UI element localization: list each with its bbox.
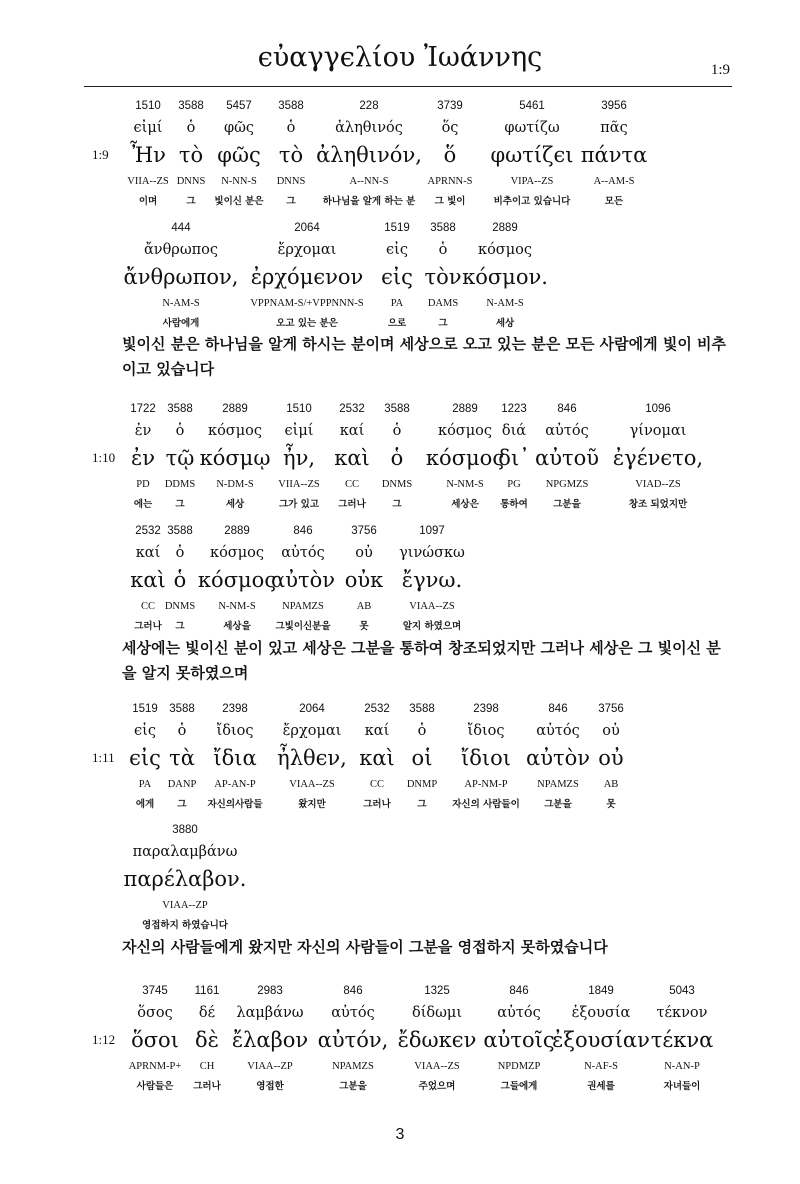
greek-word: αὐτοῖς xyxy=(483,1028,555,1052)
greek-word: τὸ xyxy=(178,143,204,167)
strong-number: 1849 xyxy=(588,985,614,997)
parsing-code: VIAA--ZS xyxy=(409,601,455,612)
korean-gloss: 하나님을 알게 하는 분 xyxy=(322,196,416,207)
greek-word: ἴδια xyxy=(213,746,257,770)
korean-gloss: 세상을 xyxy=(223,621,251,632)
korean-gloss: 오고 있는 분은 xyxy=(276,318,338,329)
lexical-form: ἔρχομαι xyxy=(282,723,342,739)
korean-gloss: 그분을 xyxy=(339,1081,367,1092)
strong-number: 2532 xyxy=(135,525,161,537)
lexical-form: γινώσκω xyxy=(399,545,465,561)
parsing-code: AB xyxy=(603,779,619,790)
lexical-form: ὁ xyxy=(438,242,448,258)
parsing-code: PG xyxy=(507,479,521,490)
greek-word: πάντα xyxy=(580,143,648,167)
strong-number: 2983 xyxy=(257,985,283,997)
strong-number: 846 xyxy=(293,525,313,537)
parsing-code: VIAA--ZP xyxy=(162,900,208,911)
lexical-form: ἐξουσία xyxy=(571,1005,631,1021)
korean-gloss: 알지 하였으며 xyxy=(402,621,462,632)
strong-number: 2064 xyxy=(299,703,325,715)
verse-number: 1:9 xyxy=(92,147,109,162)
parsing-code: N-NN-S xyxy=(221,176,257,187)
lexical-form: ἴδιος xyxy=(216,723,254,739)
greek-word: ἐξουσίαν xyxy=(552,1028,650,1052)
strong-number: 3588 xyxy=(409,703,435,715)
translation-1-10: 세상에는 빛이신 분이 있고 세상은 그분을 통하여 창조되었지만 그러나 세상은 그 빛이신 분을 알지 못하였으며 xyxy=(122,639,721,682)
greek-word: κόσμος xyxy=(425,446,505,470)
lexical-form: ϵἰμί xyxy=(284,423,314,439)
strong-number: 1510 xyxy=(286,403,312,415)
lexical-form: ἔρχομαι xyxy=(277,242,337,258)
greek-word: τὸ xyxy=(278,143,304,167)
running-reference: 1:9 xyxy=(710,62,730,78)
korean-gloss: 세상 xyxy=(495,318,515,329)
strong-number: 2889 xyxy=(222,403,248,415)
verse-number: 1:10 xyxy=(92,450,116,465)
strong-number: 1519 xyxy=(384,222,410,234)
parsing-code: NPDMZP xyxy=(497,1061,541,1072)
korean-gloss: 영접한 xyxy=(256,1081,284,1092)
parsing-code: A--AM-S xyxy=(593,176,635,187)
lexical-form: φωτίζω xyxy=(504,120,560,136)
parsing-code: CC xyxy=(344,479,360,490)
lexical-form: διά xyxy=(501,423,527,439)
korean-gloss: 그들에게 xyxy=(500,1081,538,1092)
parsing-code: DDMS xyxy=(164,479,196,490)
strong-number: 228 xyxy=(359,100,379,112)
greek-word: οὐκ xyxy=(344,568,384,592)
header-divider xyxy=(84,86,732,87)
lexical-form: καί xyxy=(339,423,365,439)
parsing-code: DAMS xyxy=(427,298,459,309)
parsing-code: N-DM-S xyxy=(216,479,254,490)
lexical-form: ὁ xyxy=(177,723,187,739)
strong-number: 2889 xyxy=(452,403,478,415)
korean-gloss: 그 xyxy=(286,196,296,207)
lexical-form: κόσμος xyxy=(478,242,532,258)
lexical-form: οὐ xyxy=(355,545,373,561)
parsing-code: AP-AN-P xyxy=(214,779,256,790)
lexical-form: δέ xyxy=(198,1005,216,1021)
greek-word: τέκνα xyxy=(650,1028,714,1052)
lexical-form: ϵἰμί xyxy=(133,120,163,136)
korean-gloss: 자녀들이 xyxy=(663,1081,701,1092)
korean-gloss: 사람에게 xyxy=(162,318,200,329)
parsing-code: VPPNAM-S/+VPPNNN-S xyxy=(250,298,364,309)
strong-number: 3956 xyxy=(601,100,627,112)
lexical-form: φῶς xyxy=(223,120,255,136)
parsing-code: A--NN-S xyxy=(349,176,389,187)
strong-number: 2532 xyxy=(364,703,390,715)
greek-word: ἦν, xyxy=(282,446,316,470)
strong-number: 1097 xyxy=(419,525,445,537)
lexical-form: ἀληθινός xyxy=(335,120,403,136)
strong-number: 2889 xyxy=(492,222,518,234)
strong-number: 5457 xyxy=(226,100,252,112)
greek-word: ϵἰς xyxy=(129,746,161,770)
lexical-form: ὁ xyxy=(175,423,185,439)
parsing-code: PA xyxy=(390,298,404,309)
greek-word: φῶς xyxy=(217,143,261,167)
korean-gloss: 그 xyxy=(417,799,427,810)
parsing-code: CC xyxy=(140,601,156,612)
lexical-form: ὁ xyxy=(175,545,185,561)
lexical-form: αὐτός xyxy=(281,545,325,561)
lexical-form: καί xyxy=(364,723,390,739)
strong-number: 3588 xyxy=(278,100,304,112)
parsing-code: N-AM-S xyxy=(486,298,524,309)
translation-1-11: 자신의 사람들에게 왔지만 자신의 사람들이 그분을 영접하지 못하였습니다 xyxy=(122,938,608,956)
korean-gloss: 그러나 xyxy=(193,1081,221,1092)
lexical-form: τέκνον xyxy=(656,1005,708,1021)
greek-word: ἦλθϵν, xyxy=(277,746,347,770)
korean-gloss: 빛이신 분은 xyxy=(214,196,264,207)
parsing-code: APRNM-P+ xyxy=(128,1061,182,1072)
greek-word: Ἦν xyxy=(130,143,166,167)
lexical-form: ϵἰς xyxy=(386,242,408,258)
greek-word: κόσμον. xyxy=(462,265,548,289)
korean-gloss: 그 빛이 xyxy=(434,196,466,207)
greek-word: ϵἰς xyxy=(381,265,413,289)
lexical-form: ὅσος xyxy=(137,1005,173,1021)
strong-number: 1223 xyxy=(501,403,527,415)
korean-gloss: 주었으며 xyxy=(418,1081,456,1092)
greek-word: κόσμος xyxy=(197,568,277,592)
strong-number: 846 xyxy=(548,703,568,715)
parsing-code: N-AN-P xyxy=(664,1061,700,1072)
parsing-code: NPAMZS xyxy=(282,601,324,612)
korean-gloss: 그분을 xyxy=(544,799,572,810)
lexical-form: ἄνθρωπος xyxy=(143,242,219,258)
lexical-form: ὁ xyxy=(186,120,196,136)
strong-number: 2398 xyxy=(222,703,248,715)
greek-word: αὐτὸν xyxy=(271,568,335,592)
greek-word: αὐτόν, xyxy=(317,1028,389,1052)
parsing-code: DNMP xyxy=(406,779,438,790)
greek-word: ἐν xyxy=(130,446,156,470)
strong-number: 1722 xyxy=(130,403,156,415)
greek-word: ἔγνω. xyxy=(401,568,463,592)
strong-number: 1519 xyxy=(132,703,158,715)
greek-word: ἐγένϵτο, xyxy=(612,446,704,470)
greek-word: ἴδιοι xyxy=(461,746,511,770)
korean-gloss: 세상은 xyxy=(451,499,479,510)
greek-word: ἐρχόμϵνον xyxy=(250,265,364,289)
greek-word: ἀληθινόν, xyxy=(316,143,422,167)
korean-gloss: 비추이고 있습니다 xyxy=(493,196,571,207)
korean-gloss: 그분을 xyxy=(553,499,581,510)
lexical-form: ὅς xyxy=(441,120,459,136)
greek-word: ἄνθρωπον, xyxy=(123,265,239,289)
strong-number: 3588 xyxy=(178,100,204,112)
korean-gloss: 그 xyxy=(392,499,402,510)
parsing-code: APRNN-S xyxy=(427,176,473,187)
korean-gloss: 그 xyxy=(186,196,196,207)
parsing-code: DNNS xyxy=(176,176,206,187)
korean-gloss: 세상 xyxy=(225,499,245,510)
strong-number: 846 xyxy=(343,985,363,997)
parsing-code: CH xyxy=(199,1061,215,1072)
greek-word: παρέλαβον. xyxy=(123,867,247,891)
book-title: ϵὐαγγϵλίου Ἰωάννης xyxy=(257,42,543,73)
verse-number: 1:11 xyxy=(92,750,115,765)
parsing-code: N-NM-S xyxy=(446,479,484,490)
lexical-form: ἴδιος xyxy=(467,723,505,739)
page-number: 3 xyxy=(395,1126,405,1143)
parsing-code: VIAA--ZS xyxy=(289,779,335,790)
parsing-code: NPGMZS xyxy=(545,479,589,490)
strong-number: 3588 xyxy=(169,703,195,715)
greek-word: φωτίζϵι xyxy=(490,143,574,167)
strong-number: 3756 xyxy=(351,525,377,537)
greek-word: κόσμῳ xyxy=(199,446,271,470)
greek-word: καὶ xyxy=(334,446,370,470)
lexical-form: ὁ xyxy=(417,723,427,739)
korean-gloss: 자신의 사람들이 xyxy=(452,799,520,810)
korean-gloss: 그가 있고 xyxy=(278,499,320,510)
greek-word: τὸν xyxy=(424,265,462,289)
korean-gloss: 통하여 xyxy=(500,499,528,510)
parsing-code: DNMS xyxy=(381,479,413,490)
strong-number: 3588 xyxy=(167,525,193,537)
strong-number: 3588 xyxy=(384,403,410,415)
strong-number: 1161 xyxy=(194,985,220,997)
greek-word: τῷ xyxy=(165,446,195,470)
parsing-code: VIAA--ZP xyxy=(247,1061,293,1072)
greek-word: οἱ xyxy=(411,746,433,770)
korean-gloss: 이며 xyxy=(138,196,158,207)
greek-word: ἔδωκϵν xyxy=(397,1028,477,1052)
strong-number: 444 xyxy=(171,222,191,234)
parsing-code: VIIA--ZS xyxy=(127,176,169,187)
parsing-code: N-NM-S xyxy=(218,601,256,612)
lexical-form: γίνομαι xyxy=(629,423,687,439)
parsing-code: AP-NM-P xyxy=(464,779,508,790)
parsing-code: DNNS xyxy=(276,176,306,187)
korean-gloss: 그러나 xyxy=(363,799,391,810)
lexical-form: κόσμος xyxy=(208,423,262,439)
lexical-form: οὐ xyxy=(602,723,620,739)
korean-gloss: 그 xyxy=(175,499,185,510)
lexical-form: ὁ xyxy=(392,423,402,439)
lexical-form: λαμβάνω xyxy=(236,1005,304,1021)
parsing-code: N-AF-S xyxy=(584,1061,618,1072)
korean-gloss: 그빛이신분을 xyxy=(275,621,331,632)
korean-gloss: 그러나 xyxy=(338,499,366,510)
strong-number: 1510 xyxy=(135,100,161,112)
strong-number: 2532 xyxy=(339,403,365,415)
strong-number: 3739 xyxy=(437,100,463,112)
parsing-code: VIAD--ZS xyxy=(635,479,681,490)
greek-word: ὁ xyxy=(173,568,187,592)
lexical-form: αὐτός xyxy=(536,723,580,739)
parsing-code: AB xyxy=(356,601,372,612)
greek-word: ὅ xyxy=(443,143,457,167)
korean-gloss: 그 xyxy=(438,318,448,329)
korean-gloss: 창조 되었지만 xyxy=(628,499,688,510)
korean-gloss: 으로 xyxy=(387,318,407,329)
strong-number: 2398 xyxy=(473,703,499,715)
korean-gloss: 자신의사람들 xyxy=(207,799,263,810)
lexical-form: καί xyxy=(135,545,161,561)
strong-number: 3588 xyxy=(430,222,456,234)
lexical-form: δίδωμι xyxy=(411,1005,463,1021)
greek-word: οὐ xyxy=(598,746,624,770)
verse-number: 1:12 xyxy=(92,1032,116,1047)
korean-gloss: 모든 xyxy=(604,196,624,207)
korean-gloss: 못 xyxy=(359,621,369,632)
strong-number: 3588 xyxy=(167,403,193,415)
lexical-form: αὐτός xyxy=(545,423,589,439)
lexical-form: πᾶς xyxy=(600,120,628,136)
parsing-code: PA xyxy=(138,779,152,790)
greek-word: αὐτὸν xyxy=(526,746,590,770)
parsing-code: VIPA--ZS xyxy=(510,176,554,187)
parsing-code: DNMS xyxy=(164,601,196,612)
lexical-form: ὁ xyxy=(286,120,296,136)
strong-number: 846 xyxy=(509,985,529,997)
parsing-code: DANP xyxy=(167,779,197,790)
translation-1-9: 빛이신 분은 하나님을 알게 하시는 분이며 세상으로 오고 있는 분은 모든 사람에게 빛이 비추이고 있습니다 xyxy=(122,335,727,378)
korean-gloss: 권세를 xyxy=(587,1081,615,1092)
greek-word: ἔλαβον xyxy=(231,1028,309,1052)
greek-word: δι᾽ xyxy=(498,446,530,470)
strong-number: 2889 xyxy=(224,525,250,537)
korean-gloss: 못 xyxy=(606,799,616,810)
strong-number: 3880 xyxy=(172,824,198,836)
strong-number: 3745 xyxy=(142,985,168,997)
greek-word: τὰ xyxy=(169,746,195,770)
parsing-code: NPAMZS xyxy=(332,1061,374,1072)
greek-word: αὐτοῦ xyxy=(535,446,599,470)
strong-number: 846 xyxy=(557,403,577,415)
korean-gloss: 에는 xyxy=(133,499,153,510)
strong-number: 5461 xyxy=(519,100,545,112)
korean-gloss: 그러나 xyxy=(134,621,162,632)
parsing-code: PD xyxy=(136,479,150,490)
korean-gloss: 왔지만 xyxy=(298,799,326,810)
parsing-code: N-AM-S xyxy=(162,298,200,309)
parsing-code: CC xyxy=(369,779,385,790)
strong-number: 1096 xyxy=(645,403,671,415)
korean-gloss: 그 xyxy=(177,799,187,810)
lexical-form: κόσμος xyxy=(438,423,492,439)
strong-number: 2064 xyxy=(294,222,320,234)
lexical-form: ἐν xyxy=(134,423,152,439)
korean-gloss: 그 xyxy=(175,621,185,632)
greek-word: καὶ xyxy=(359,746,395,770)
greek-word: καὶ xyxy=(130,568,166,592)
lexical-form: ϵἰς xyxy=(134,723,156,739)
lexical-form: αὐτός xyxy=(331,1005,375,1021)
greek-word: ὁ xyxy=(390,446,404,470)
lexical-form: αὐτός xyxy=(497,1005,541,1021)
korean-gloss: 사람들은 xyxy=(136,1081,174,1092)
strong-number: 1325 xyxy=(424,985,450,997)
strong-number: 5043 xyxy=(669,985,695,997)
greek-word: ὅσοι xyxy=(131,1028,179,1052)
korean-gloss: 에게 xyxy=(135,799,155,810)
parsing-code: NPAMZS xyxy=(537,779,579,790)
strong-number: 3756 xyxy=(598,703,624,715)
parsing-code: VIAA--ZS xyxy=(414,1061,460,1072)
parsing-code: VIIA--ZS xyxy=(278,479,320,490)
lexical-form: παραλαμβάνω xyxy=(132,844,238,860)
korean-gloss: 영접하지 하였습니다 xyxy=(142,920,228,931)
lexical-form: κόσμος xyxy=(210,545,264,561)
greek-word: δὲ xyxy=(195,1028,219,1052)
